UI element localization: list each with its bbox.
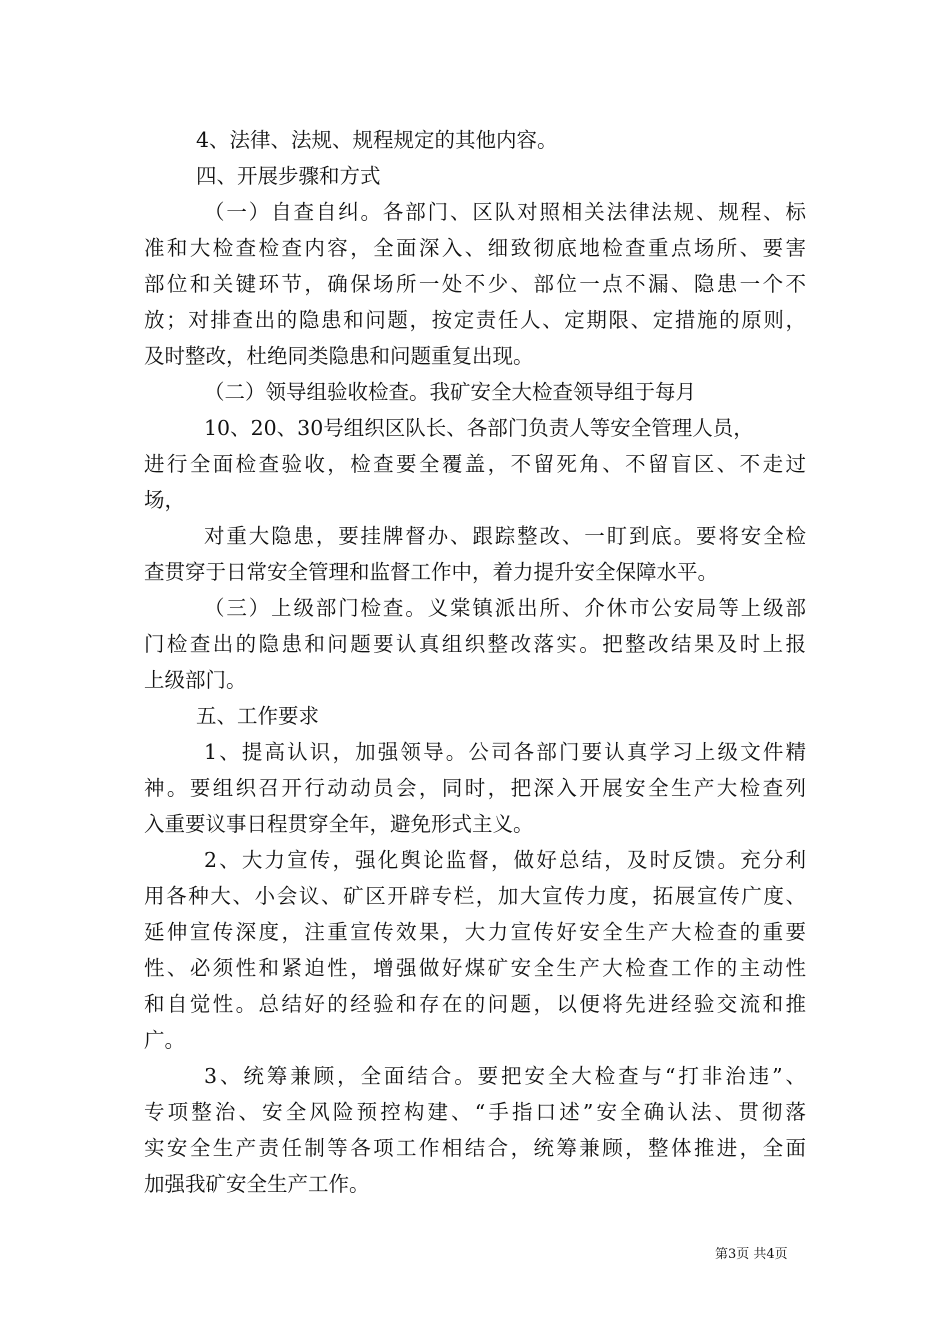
text-line: 用各种大、小会议、矿区开辟专栏，加大宣传力度，拓展宣传广度、 xyxy=(144,884,806,908)
text-line: 场， xyxy=(144,488,185,512)
text-line: 进行全面检查验收，检查要全覆盖，不留死角、不留盲区、不走过 xyxy=(144,452,806,476)
text-line: 广。 xyxy=(144,1028,185,1052)
text-line: 上级部门。 xyxy=(144,668,247,692)
text-line: 2、大力宣传，强化舆论监督，做好总结，及时反馈。充分利 xyxy=(204,848,806,872)
section-heading: 四、开展步骤和方式 xyxy=(196,164,381,188)
text-line: （一）自查自纠。各部门、区队对照相关法律法规、规程、标 xyxy=(204,200,806,224)
text-line: （二）领导组验收检查。我矿安全大检查领导组于每月 xyxy=(204,380,696,404)
text-line: 及时整改，杜绝同类隐患和问题重复出现。 xyxy=(144,344,534,368)
text-line: 延伸宣传深度，注重宣传效果，大力宣传好安全生产大检查的重要 xyxy=(144,920,806,944)
text-line: 3、统筹兼顾，全面结合。要把安全大检查与“打非治违”、 xyxy=(204,1064,806,1088)
text-line: 部位和关键环节，确保场所一处不少、部位一点不漏、隐患一个不 xyxy=(144,272,806,296)
text-line: 入重要议事日程贯穿全年，避免形式主义。 xyxy=(144,812,534,836)
section-heading: 五、工作要求 xyxy=(196,704,319,728)
text-line: 对重大隐患，要挂牌督办、跟踪整改、一盯到底。要将安全检 xyxy=(204,524,806,548)
text-line: 10、20、30号组织区队长、各部门负责人等安全管理人员， xyxy=(204,416,754,440)
page-number: 第3页 共4页 xyxy=(715,1247,788,1262)
text-line: 神。要组织召开行动动员会，同时，把深入开展安全生产大检查列 xyxy=(144,776,806,800)
text-line: 门检查出的隐患和问题要认真组织整改落实。把整改结果及时上报 xyxy=(144,632,806,656)
text-line: 专项整治、安全风险预控构建、“手指口述”安全确认法、贯彻落 xyxy=(144,1100,806,1124)
text-line: 查贯穿于日常安全管理和监督工作中，着力提升安全保障水平。 xyxy=(144,560,718,584)
text-line: （三）上级部门检查。义棠镇派出所、介休市公安局等上级部 xyxy=(204,596,806,620)
text-line: 加强我矿安全生产工作。 xyxy=(144,1172,370,1196)
text-line: 和自觉性。总结好的经验和存在的问题，以便将先进经验交流和推 xyxy=(144,992,806,1016)
text-line: 性、必须性和紧迫性，增强做好煤矿安全生产大检查工作的主动性 xyxy=(144,956,806,980)
text-line: 放；对排查出的隐患和问题，按定责任人、定期限、定措施的原则， xyxy=(144,308,806,332)
text-line: 准和大检查检查内容，全面深入、细致彻底地检查重点场所、要害 xyxy=(144,236,806,260)
text-line: 1、提高认识，加强领导。公司各部门要认真学习上级文件精 xyxy=(204,740,806,764)
document-body xyxy=(144,122,806,1202)
text-line: 实安全生产责任制等各项工作相结合，统筹兼顾，整体推进，全面 xyxy=(144,1136,806,1160)
text-line: 4、法律、法规、规程规定的其他内容。 xyxy=(196,128,558,152)
